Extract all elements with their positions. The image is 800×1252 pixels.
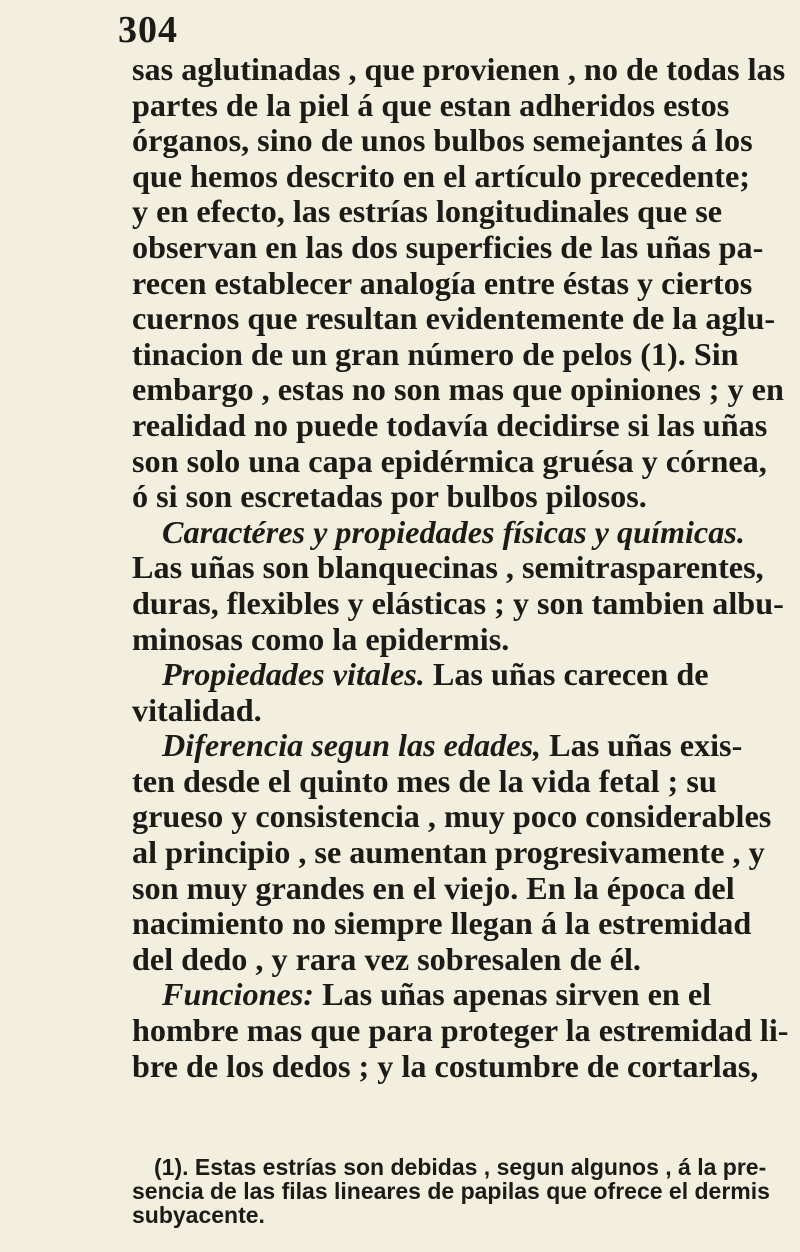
text-line: cuernos que resultan evidentemente de la aglu-	[132, 300, 776, 337]
text-line: del dedo , y rara vez sobresalen de él.	[132, 940, 641, 977]
text-line: duras, flexibles y elásticas ; y son tambien albu-	[132, 584, 784, 621]
text-line: observan en las dos superficies de las uñas pa-	[132, 228, 764, 265]
paragraph-funciones	[132, 976, 712, 1013]
footnote-line: subyacente.	[132, 1202, 265, 1228]
section-heading: Funciones:	[162, 976, 315, 1013]
footnote	[132, 1154, 770, 1228]
paragraph-propiedades	[132, 656, 709, 693]
text-line: minosas como la epidermis.	[132, 620, 510, 657]
footnote-line: (1). Estas estrías son debidas , segun algunos , á la pre-	[154, 1154, 767, 1180]
text-line: al principio , se aumentan progresivamente , y	[132, 834, 765, 871]
text-line: ten desde el quinto mes de la vida fetal ; su	[132, 762, 717, 799]
text-line: nacimiento no siempre llegan á la estremidad	[132, 905, 752, 942]
main-text	[132, 51, 789, 1084]
text-line: hombre mas que para proteger la estremidad li-	[132, 1012, 789, 1049]
page-number: 304	[118, 9, 178, 51]
text-line: órganos, sino de unos bulbos semejantes á los	[132, 122, 753, 159]
text-line: recen establecer analogía entre éstas y ciertos	[132, 264, 753, 301]
text-line: tinacion de un gran número de pelos (1). Sin	[132, 335, 739, 372]
text-line: realidad no puede todavía decidirse si las uñas	[132, 406, 768, 443]
text-line: grueso y consistencia , muy poco considerables	[132, 798, 772, 835]
section-heading: Caractéres y propiedades físicas y químicas.	[162, 513, 745, 550]
text-line: que hemos descrito en el artículo precedente;	[132, 157, 750, 194]
paragraph-diferencia	[132, 727, 743, 764]
text-line: sas aglutinadas , que provienen , no de todas las	[132, 51, 786, 87]
text-line: ó si son escretadas por bulbos pilosos.	[132, 478, 647, 515]
text-line: embargo , estas no son mas que opiniones ; y en	[132, 371, 784, 408]
paragraph-caracteres	[132, 513, 745, 551]
text-line: son muy grandes en el viejo. En la época del	[132, 869, 735, 906]
section-heading: Propiedades vitales.	[162, 656, 425, 693]
text-line: partes de la piel á que estan adheridos estos	[132, 86, 730, 123]
text-run: Las uñas apenas sirven en el	[322, 976, 712, 1013]
text-line: vitalidad.	[132, 691, 262, 728]
section-heading: Diferencia segun las edades,	[162, 727, 542, 764]
text-line: bre de los dedos ; y la costumbre de cortarlas,	[132, 1047, 759, 1084]
text-run: Las uñas carecen de	[432, 656, 709, 693]
footnote-line: sencia de las filas lineares de papilas que ofrece el dermis	[132, 1178, 770, 1204]
text-line: son solo una capa epidérmica gruésa y córnea,	[132, 442, 767, 479]
text-line: Las uñas son blanquecinas , semitrasparentes,	[132, 549, 764, 586]
text-run: Las uñas exis-	[549, 727, 743, 764]
text-line: y en efecto, las estrías longitudinales que se	[132, 193, 723, 230]
